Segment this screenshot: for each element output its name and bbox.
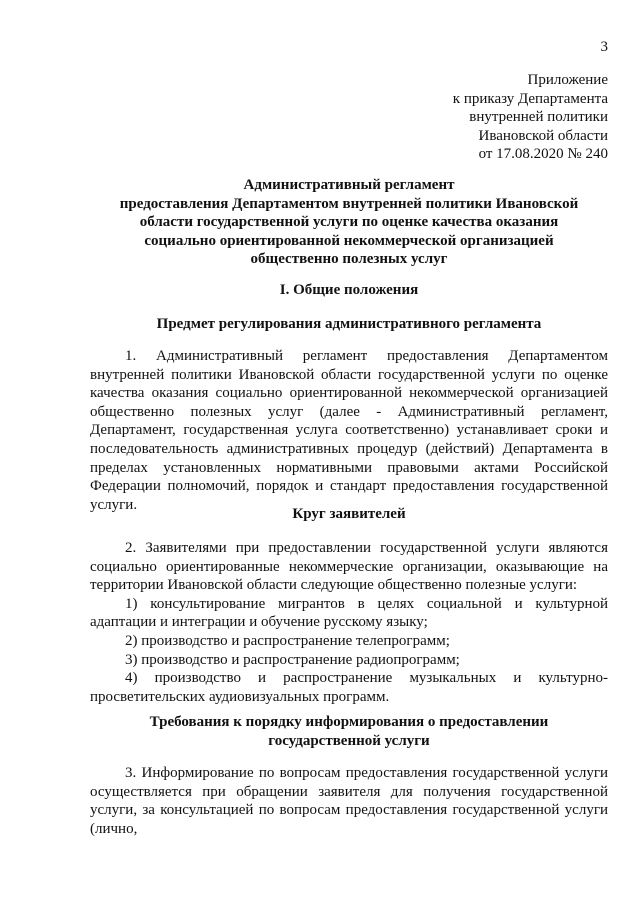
page-number: 3 [600,39,608,55]
heading-line: государственной услуги [268,732,430,749]
subsection-heading: Предмет регулирования административного регламента [156,316,542,332]
appendix-line: Приложение [527,72,608,88]
paragraph-text: 1. Административный регламент предоставления Департаментом внутренней политики Ивановской области государственной услуги по оценке качества оказания социально ориентированной некоммерческой организацией общественно полезных услуг (далее - Административный регламент, Департамент, государственная услуга соответственно) устанавливает сроки и последовательность административных процедур (действий) Департамента в пределах установленных нормативными правовыми актами Российской Федерации полномочий, порядок и стандарт предоставления государственной услуги. [90,348,608,513]
title-line: области государственной услуги по оценке качества оказания [139,214,559,231]
section-heading: I. Общие положения [279,282,419,298]
title-line: социально ориентированной некоммерческой организацией [144,232,554,249]
applicants-heading: Круг заявителей [292,506,406,522]
appendix-line: от 17.08.2020 № 240 [478,146,608,163]
title-line: Административный регламент [243,177,455,193]
informing-heading [90,713,608,750]
paragraph-3 [90,764,608,838]
document-title [90,176,608,269]
paragraph-text: 3. Информирование по вопросам предоставления государственной услуги осуществляется при обращении заявителя для получения государственной услуги, за консультацией по вопросам предоставления государственной услуги (лично, [90,765,608,837]
list-item: 4) производство и распространение музыкальных и культурно-просветительских аудиовизуальных программ. [90,670,608,705]
appendix-line: внутренней политики [469,109,608,126]
title-line: общественно полезных услуг [250,251,448,268]
paragraph-text: 2. Заявителями при предоставлении государственной услуги являются социально ориентированные некоммерческие организации, оказывающие на территории Ивановской области следующие общественно полезные услуги: [90,540,608,594]
title-line: предоставления Департаментом внутренней политики Ивановской [119,195,579,212]
paragraph-1 [90,347,608,514]
appendix-line: Ивановской области [478,127,608,144]
heading-line: Требования к порядку информирования о предоставлении [149,714,549,730]
list-item: 1) консультирование мигрантов в целях социальной и культурной адаптации и интеграции и обучение русскому языку; [90,595,608,631]
appendix-block [453,71,608,164]
appendix-line: к приказу Департамента [452,90,608,107]
paragraph-2 [90,539,608,706]
list-item: 3) производство и распространение радиопрограмм; [125,651,460,668]
list-item: 2) производство и распространение телепрограмм; [125,632,450,649]
